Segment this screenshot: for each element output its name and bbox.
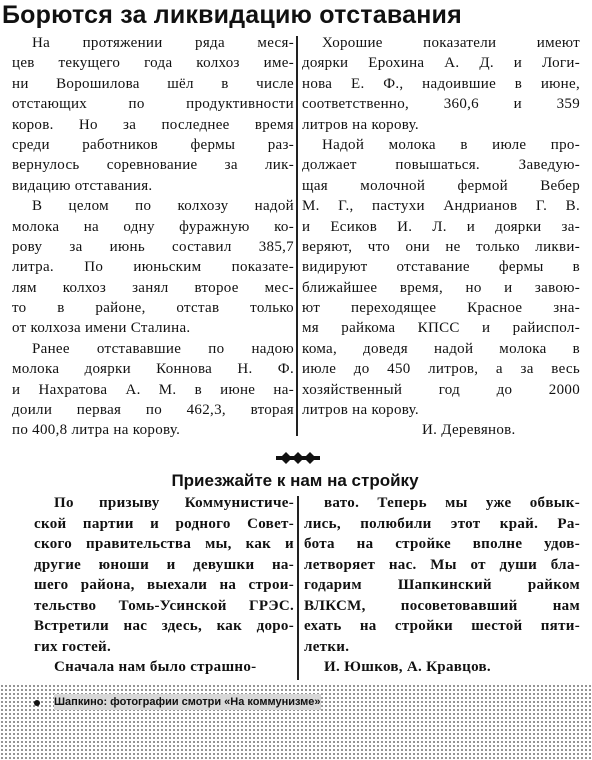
column-divider-2 — [297, 496, 299, 680]
text-line: ехать на стройки шестой пяти- — [304, 618, 580, 634]
text-line: ни Ворошилова шёл в числе — [12, 75, 294, 92]
text-line: Ранее отстававшие по надою — [32, 340, 294, 357]
text-line: Сначала нам было страшно- — [54, 659, 257, 675]
paragraph — [302, 33, 580, 135]
text-line: летки. — [304, 638, 350, 655]
text-line: веряют, что они не только ликви- — [302, 238, 580, 255]
text-line: молока доярки Коннова Н. Ф. — [12, 361, 294, 378]
text-line: должает повышаться. Заведую- — [302, 157, 580, 174]
text-line: щая молочной фермой Вебер — [302, 177, 580, 194]
text-line: лям колхоз занял второе мес- — [12, 279, 294, 296]
article1-column-right — [302, 33, 580, 441]
article2-headline: Приезжайте к нам на стройку — [171, 471, 419, 490]
article-headline: Борются за ликвидацию отставания — [2, 1, 462, 29]
text-line: вато. Теперь мы уже обвык- — [324, 495, 580, 511]
text-line: доярки Ерохина А. Д. и Логи- — [302, 55, 580, 72]
text-line: шего района, выехали на строи- — [34, 577, 294, 593]
text-line: ской партии и родного Совет- — [34, 515, 294, 532]
text-line: летворяет нас. Мы от души бла- — [304, 556, 580, 573]
text-line: июле до 450 литров, а за весь — [302, 361, 580, 378]
photo-caption: Шапкино: фотографии смотри «На коммунизме» — [54, 696, 321, 708]
text-line: видацию отставания. — [12, 177, 153, 194]
text-line: На протяжении ряда меся- — [32, 35, 294, 51]
text-line: Хорошие показатели имеют — [322, 35, 580, 51]
text-line: годарим Шапкинский райком — [304, 577, 580, 593]
text-line: гих гостей. — [34, 638, 112, 655]
text-line: Встретили нас здесь, как доро- — [34, 618, 294, 634]
text-line: вернулось соревнование за лик- — [12, 157, 294, 174]
text-line: ВЛКСМ, посоветовавший нам — [304, 597, 580, 614]
paragraph — [34, 657, 294, 678]
text-line: бота на стройке вполне удов- — [304, 536, 580, 552]
paragraph — [34, 493, 294, 657]
paragraph — [304, 493, 580, 657]
text-line: Надой молока в июле про- — [322, 136, 580, 153]
text-line: другие юноши и девушки на- — [34, 556, 294, 573]
text-line: лись, полюбили этот край. Ра- — [304, 515, 580, 532]
text-line: по 400,8 литра на корову. — [12, 422, 181, 439]
paragraph — [302, 135, 580, 420]
paragraph — [12, 196, 294, 339]
text-line: литров на корову. — [302, 402, 419, 419]
text-line: ского правительства мы, как и — [34, 536, 294, 552]
separator-ornament — [270, 447, 326, 469]
text-line: доили первая по 462,3, вторая — [12, 402, 294, 419]
text-line: от колхоза имени Сталина. — [12, 320, 191, 337]
article2-column-left — [34, 493, 294, 678]
text-line: литров на корову. — [302, 116, 419, 133]
text-line: коров. Но за последнее время — [12, 116, 294, 133]
text-line: отстающих по продуктивности — [12, 96, 294, 113]
column-divider — [296, 36, 298, 436]
text-line: видируют отставание фермы в — [302, 259, 580, 276]
text-line: цев текущего года колхоз име- — [12, 55, 294, 72]
text-line: соответственно, 360,6 и 359 — [302, 96, 580, 113]
author-signature: И. Юшков, А. Кравцов. — [324, 659, 491, 675]
author-signature: И. Деревянов. — [422, 422, 516, 439]
text-line: среди работников фермы раз- — [12, 136, 294, 153]
article1-column-left — [12, 33, 294, 441]
text-line: и Нахратова А. М. в июне на- — [12, 381, 294, 398]
text-line: мя райкома КПСС и райиспол- — [302, 320, 580, 337]
text-line: ют переходящее Красное зна- — [302, 300, 580, 317]
text-line: то в районе, отстав только — [12, 300, 294, 317]
text-line: кома, доведя надой молока в — [302, 340, 580, 357]
article2-column-right — [304, 493, 580, 678]
text-line: хозяйственный год до 2000 — [302, 381, 580, 398]
text-line: В целом по колхозу надой — [32, 198, 294, 215]
text-line: и Есиков И. Л. и доярки за- — [302, 218, 580, 235]
text-line: ближайшее время, но и завою- — [302, 279, 580, 296]
text-line: тельство Томь-Усинской ГРЭС. — [34, 597, 294, 614]
text-line: нова Е. Ф., надоившие в июне, — [302, 75, 580, 92]
text-line: литра. По июньским показате- — [12, 259, 294, 276]
text-line: рову за июнь составил 385,7 — [12, 238, 294, 255]
text-line: По призыву Коммунистиче- — [54, 495, 294, 511]
paragraph — [12, 339, 294, 441]
photo-caption-strip — [0, 684, 592, 760]
caption-bullet — [34, 700, 40, 706]
paragraph — [12, 33, 294, 196]
text-line: М. Г., пастухи Андрианов Г. В. — [302, 198, 580, 215]
text-line: молока на одну фуражную ко- — [12, 218, 294, 235]
